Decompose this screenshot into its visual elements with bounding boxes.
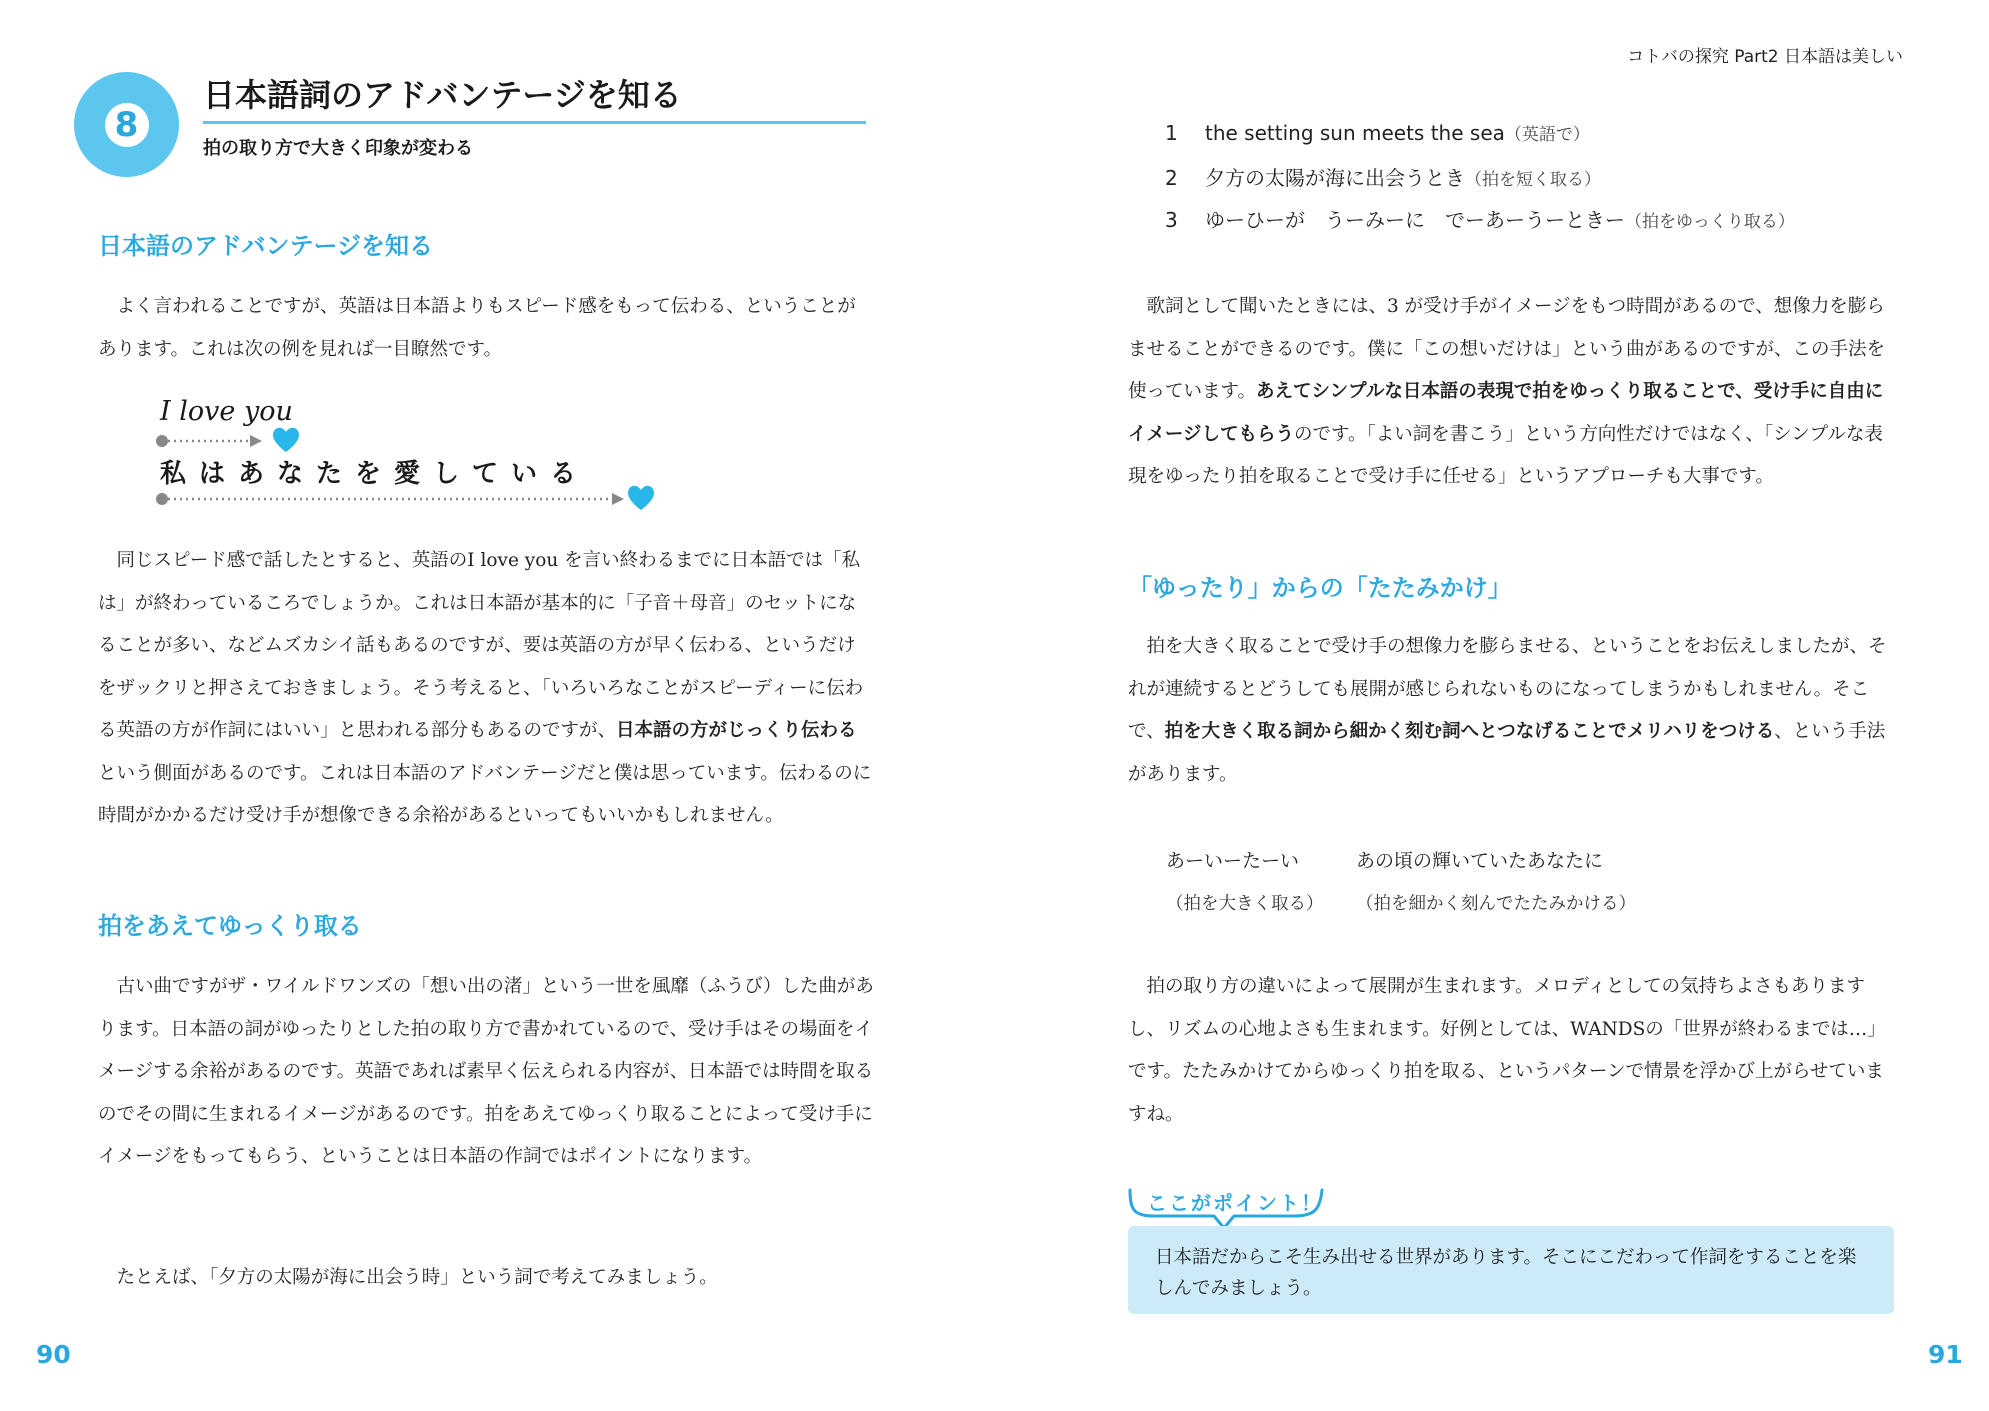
example-lyric-slow: あーいーたーい: [1166, 850, 1300, 872]
list-item: [1165, 204, 1795, 246]
page-number-left: 90: [36, 1340, 71, 1369]
list-item-note: （拍を短く取る）: [1465, 170, 1601, 190]
section-heading-advantage: 日本語のアドバンテージを知る: [98, 232, 434, 260]
paragraph-contrast: [1128, 626, 1894, 796]
paragraph-example-intro: [98, 1257, 874, 1300]
figure-japanese-sentence: 私はあなたを愛している: [160, 459, 590, 489]
point-label: ここがポイント！: [1147, 1191, 1323, 1215]
list-item-number: 1: [1165, 121, 1178, 145]
figure-english-phrase: I love you: [160, 396, 293, 427]
list-item-number: 2: [1165, 166, 1178, 190]
paragraph-slow-beat: [98, 966, 874, 1179]
page-number-right: 91: [1928, 1340, 1963, 1369]
paragraph-development-text: 拍の取り方の違いによって展開が生まれます。メロディとしての気持ちよさもありますし、リズムの心地よさも生まれます。好例としては、WANDSの「世界が終わるまでは…」です。たたみかけてからゆっくり拍を取る、というパターンで情景を浮かび上がらせていますね。: [1128, 976, 1886, 1125]
chapter-title-underline: [203, 121, 866, 124]
section-heading-tatamikake: 「ゆったり」からの「たたみかけ」: [1128, 574, 1512, 602]
point-text: 日本語だからこそ生み出せる世界があります。そこにこだわって作詞をすることを楽しんでみましょう。: [1155, 1247, 1857, 1299]
example-list: [1165, 120, 1795, 246]
example-lyric-fast: あの頃の輝いていたあなたに: [1356, 850, 1604, 872]
english-arrow: [156, 435, 262, 447]
list-item-text: the setting sun meets the sea: [1205, 121, 1505, 145]
section-heading-slow-beat: 拍をあえてゆっくり取る: [98, 912, 362, 940]
paragraph-speed-bold: 日本語の方がじっくり伝わる: [616, 720, 857, 741]
example-note-fast: （拍を細かく刻んでたたみかける）: [1356, 894, 1636, 914]
point-box: [1128, 1226, 1894, 1314]
paragraph-contrast-bold: 拍を大きく取る詞から細かく刻む詞へとつなげることでメリハリをつける: [1164, 721, 1775, 742]
heart-icon: [273, 428, 299, 452]
paragraph-lyrics-text-end: のです。「よい詞を書こう」という方向性だけではなく、「シンプルな表現をゆったり拍を取ることで受け手に任せる」というアプローチも大事です。: [1128, 423, 1883, 487]
list-item-text: ゆーひーが うーみーに でーあーうーときー: [1205, 208, 1625, 232]
japanese-arrow: [156, 493, 624, 505]
paragraph-speed: [98, 540, 874, 838]
running-header: コトバの探究 Part2 日本語は美しい: [1627, 47, 1903, 67]
chapter-number: 8: [105, 103, 149, 147]
paragraph-contrast-text-end: 、という手法があります。: [1128, 721, 1886, 785]
paragraph-intro-text: よく言われることですが、英語は日本語よりもスピード感をもって伝わる、ということがあります。これは次の例を見れば一目瞭然です。: [98, 296, 856, 360]
list-item-number: 3: [1165, 208, 1178, 232]
list-item-note: （拍をゆっくり取る）: [1625, 212, 1795, 232]
chapter-number-badge: [74, 72, 179, 177]
paragraph-speed-text: 同じスピード感で話したとすると、英語のI love you を言い終わるまでに日本語では「私は」が終わっているころでしょうか。これは日本語が基本的に「子音＋母音」のセットになることが多い、などムズカシイ話もあるのですが、要は英語の方が早く伝わる、というだけをザックリと押さえておきましょう。そう考えると、「いろいろなことがスピーディーに伝わる英語の方が作詞にはいい」と思われる部分もあるのですが、: [98, 550, 864, 741]
list-item-text: 夕方の太陽が海に出会うとき: [1205, 166, 1465, 190]
chapter-subtitle: 拍の取り方で大きく印象が変わる: [203, 138, 473, 159]
list-item: [1165, 162, 1795, 204]
paragraph-slow-beat-text: 古い曲ですがザ・ワイルドワンズの「想い出の渚」という一世を風靡（ふうび）した曲があります。日本語の詞がゆったりとした拍の取り方で書かれているので、受け手はその場面をイメージする余裕があるのです。英語であれば素早く伝えられる内容が、日本語では時間を取るのでその間に生まれるイメージがあるのです。拍をあえてゆっくり取ることによって受け手にイメージをもってもらう、ということは日本語の作詞ではポイントになります。: [98, 976, 874, 1167]
paragraph-lyrics: [1128, 286, 1894, 499]
paragraph-speed-text-end: という側面があるのです。これは日本語のアドバンテージだと僕は思っています。伝わるのに時間がかかるだけ受け手が想像できる余裕があるといってもいいかもしれません。: [98, 762, 872, 826]
example-note-slow: （拍を大きく取る）: [1166, 894, 1324, 914]
paragraph-lyrics-bold: あえてシンプルな日本語の表現で拍をゆっくり取ることで、受け手に自由にイメージしてもらう: [1128, 381, 1884, 445]
paragraph-example-intro-text: たとえば、「夕方の太陽が海に出会う時」という詞で考えてみましょう。: [116, 1267, 718, 1288]
paragraph-development: [1128, 966, 1894, 1136]
chapter-title: 日本語詞のアドバンテージを知る: [203, 76, 682, 114]
paragraph-intro: [98, 286, 874, 371]
list-item: [1165, 120, 1795, 162]
figure-speed-arrows: [150, 420, 670, 520]
paragraph-contrast-text: 拍を大きく取ることで受け手の想像力を膨らませる、ということをお伝えしましたが、それが連続するとどうしても展開が感じられないものになってしまうかもしれません。そこで、: [1128, 636, 1887, 742]
heart-icon: [628, 486, 654, 510]
list-item-note: （英語で）: [1504, 125, 1590, 145]
paragraph-lyrics-text: 歌詞として聞いたときには、3 が受け手がイメージをもつ時間があるので、想像力を膨らませることができるのです。僕に「この想いだけは」という曲があるのですが、この手法を使っています。: [1128, 296, 1886, 402]
